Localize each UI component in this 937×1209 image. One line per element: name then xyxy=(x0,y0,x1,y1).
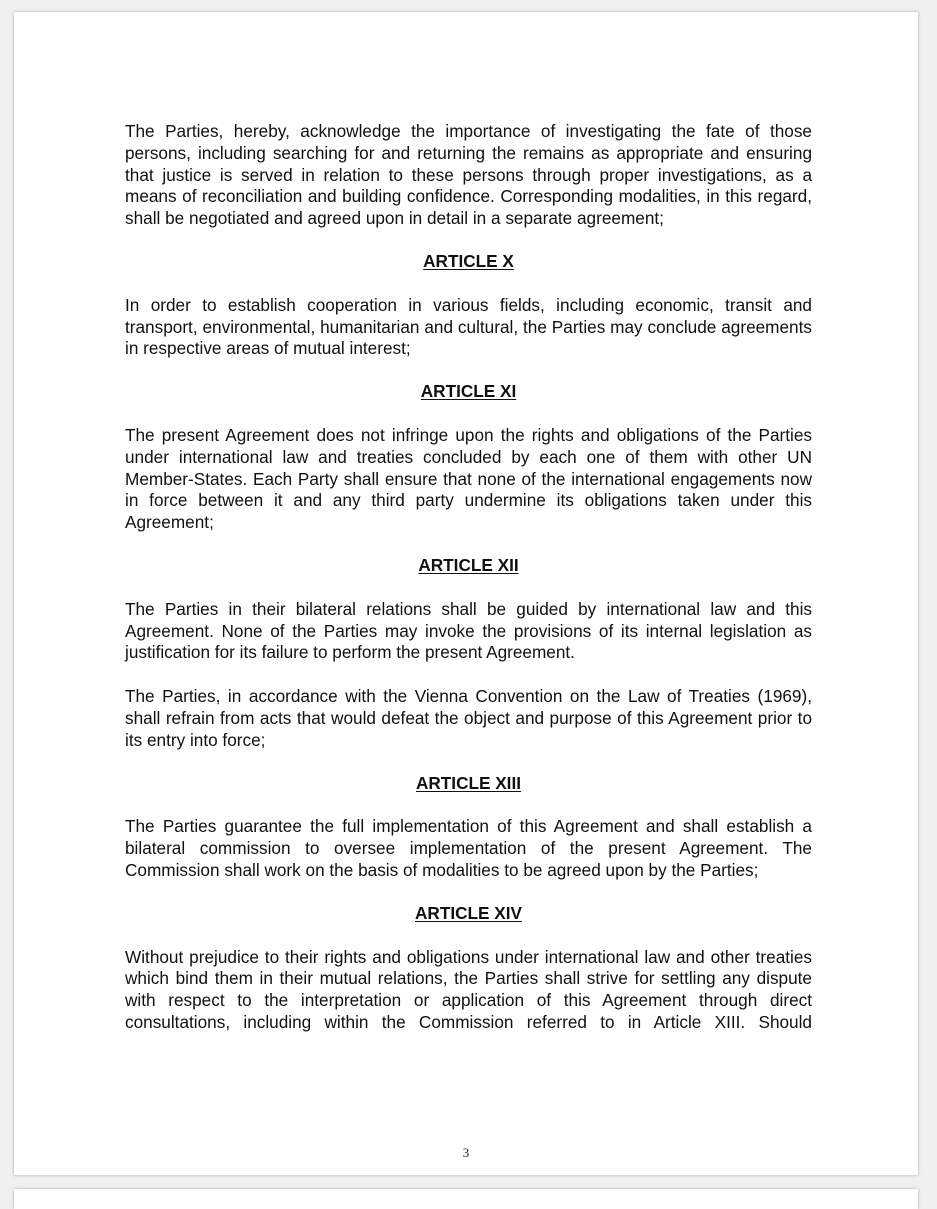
document-body xyxy=(125,121,812,1034)
article-xiii-paragraph: The Parties guarantee the full implementation of this Agreement and shall establish a bilateral commission to oversee implementation of the present Agreement. The Commission shall work on the basis of modalities to be agreed upon by the Parties; xyxy=(125,816,812,880)
article-x-paragraph: In order to establish cooperation in various fields, including economic, transit and transport, environmental, humanitarian and cultural, the Parties may conclude agreements in respective areas of mutual interest; xyxy=(125,294,812,359)
article-xi-heading: ARTICLE XI xyxy=(420,381,517,402)
article-x-heading: ARTICLE X xyxy=(423,250,514,271)
article-xii-paragraph-2: The Parties, in accordance with the Vienna Convention on the Law of Treaties (1969), shall refrain from acts that would defeat the object and purpose of this Agreement prior to its entry into force; xyxy=(125,686,812,750)
article-xiv-heading: ARTICLE XIV xyxy=(415,902,522,923)
page-number: 3 xyxy=(462,1145,470,1160)
article-xiv-paragraph: Without prejudice to their rights and obligations under international law and other treaties which bind them in their mutual relations, the Parties shall strive for settling any dispute with respect to the interpretation or application of this Agreement through direct consultations, including within the Commission referred to in Article XIII. Should xyxy=(125,946,812,1032)
next-page-edge xyxy=(14,1189,918,1209)
document-page xyxy=(14,12,918,1175)
article-xii-heading: ARTICLE XII xyxy=(418,554,519,575)
article-xi-paragraph: The present Agreement does not infringe upon the rights and obligations of the Parties under international law and treaties concluded by each one of them with other UN Member-States. Each Party shall ensure that none of the international engagements now in force between it and any third party undermine its obligations taken under this Agreement; xyxy=(125,424,812,533)
intro-paragraph: The Parties, hereby, acknowledge the importance of investigating the fate of those persons, including searching for and returning the remains as appropriate and ensuring that justice is served in relation to these persons through proper investigations, as a means of reconciliation and building confidence. Corresponding modalities, in this regard, shall be negotiated and agreed upon in detail in a separate agreement; xyxy=(125,121,812,229)
article-xii-paragraph-1: The Parties in their bilateral relations shall be guided by international law and this Agreement. None of the Parties may invoke the provisions of its internal legislation as justification for its failure to perform the present Agreement. xyxy=(125,598,812,663)
article-xiii-heading: ARTICLE XIII xyxy=(415,772,522,793)
